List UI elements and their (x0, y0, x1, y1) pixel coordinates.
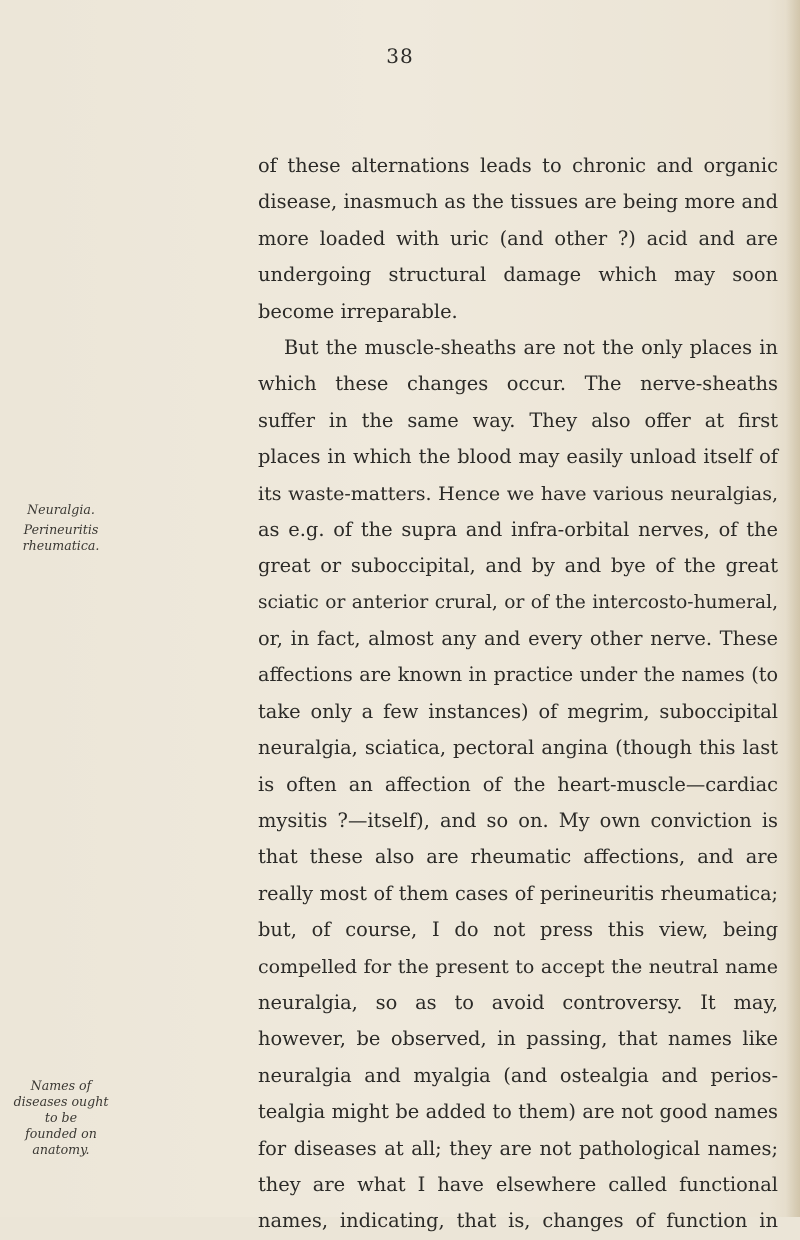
text-line: really most of them cases of perineuritis rheumatica; (258, 881, 778, 905)
text-line: suffer in the same way. They also offer at first (258, 408, 778, 432)
text-line: disease, inasmuch as the tissues are being more and (258, 190, 778, 214)
text-line: affections are known in practice under the names (to (258, 663, 778, 687)
margin-note-line: anatomy. (32, 1142, 90, 1157)
text-line: its waste-matters. Hence we have various neuralgias, (258, 482, 778, 505)
margin-note-neuralgia (2, 502, 120, 518)
text-line: that these also are rheumatic affections, and are (258, 845, 778, 869)
text-line: neuralgia, sciatica, pectoral angina (though this last (258, 736, 778, 760)
text-line: for diseases at all; they are not pathological names; (258, 1136, 778, 1160)
text-line: as e.g. of the supra and infra-orbital nerves, of the (258, 517, 778, 541)
text-line: take only a few instances) of megrim, suboccipital (258, 699, 778, 723)
text-line: great or suboccipital, and by and bye of the great (258, 554, 778, 578)
text-line: mysitis ?—itself), and so on. My own conviction is (258, 809, 778, 833)
body-text (258, 148, 778, 1240)
page-edge-shadow (786, 0, 800, 1217)
margin-note-line: Perineuritis (23, 522, 99, 537)
margin-note-line: to be (44, 1110, 78, 1125)
text-line: compelled for the present to accept the neutral name (258, 955, 778, 978)
margin-note-names-of-diseases (2, 1078, 120, 1158)
text-line: But the muscle-sheaths are not the only places in (284, 335, 778, 359)
text-line: of these alternations leads to chronic and organic (258, 154, 778, 177)
margin-note-line: founded on (25, 1126, 97, 1141)
text-line: is often an affection of the heart-muscle—cardiac (258, 772, 778, 796)
text-line: places in which the blood may easily unload itself of (258, 445, 778, 469)
text-line: names, indicating, that is, changes of function in (258, 1209, 778, 1233)
text-line: or, in fact, almost any and every other nerve. These (258, 627, 778, 651)
page-number: 38 (386, 44, 414, 68)
text-line: neuralgia and myalgia (and ostealgia and perios- (258, 1063, 778, 1087)
text-line: undergoing structural damage which may soon (258, 263, 778, 287)
text-line: sciatic or anterior crural, or of the intercosto-humeral, (258, 591, 778, 613)
text-line: become irreparable. (258, 299, 458, 323)
text-line: more loaded with uric (and other ?) acid and are (258, 226, 778, 250)
margin-note-line: Names of (30, 1078, 92, 1093)
text-line: neuralgia, so as to avoid controversy. It may, (258, 990, 778, 1014)
margin-note-line: Neuralgia. (27, 502, 95, 517)
text-line: however, be observed, in passing, that names like (258, 1027, 778, 1051)
margin-note-line: diseases ought (13, 1094, 109, 1109)
margin-note-line: rheumatica. (22, 538, 100, 553)
margin-note-perineuritis (2, 522, 120, 554)
text-line: tealgia might be added to them) are not good names (258, 1100, 778, 1124)
text-line: but, of course, I do not press this view, being (258, 918, 778, 942)
text-line: which these changes occur. The nerve-sheaths (258, 372, 778, 396)
text-line: they are what I have elsewhere called functional (258, 1172, 778, 1196)
